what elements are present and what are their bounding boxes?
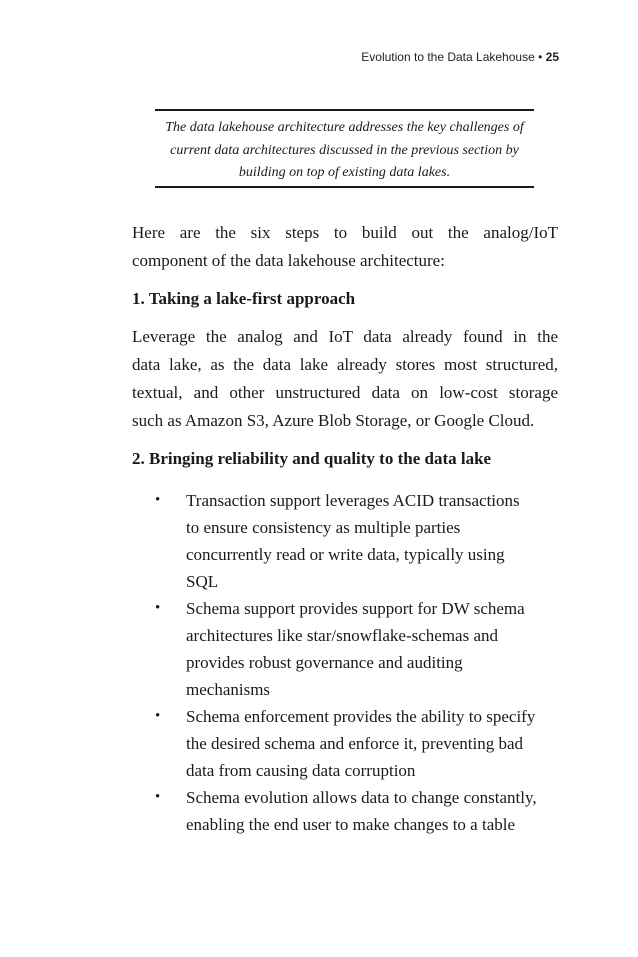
intro-paragraph bbox=[132, 219, 558, 275]
pull-quote bbox=[155, 109, 534, 188]
paragraph-line: such as Amazon S3, Azure Blob Storage, or Google Cloud. bbox=[132, 411, 535, 430]
pull-quote-line: The data lakehouse architecture addresses the key challenges of bbox=[165, 120, 524, 135]
running-title: Evolution to the Data Lakehouse bbox=[361, 50, 535, 64]
pull-quote-line: building on top of existing data lakes. bbox=[238, 165, 451, 180]
bullet-line: Transaction support leverages ACID transactions bbox=[186, 491, 520, 510]
section-1-paragraph bbox=[132, 323, 558, 435]
paragraph-line: Leverage the analog and IoT data already found in the bbox=[132, 327, 558, 346]
list-item bbox=[150, 703, 570, 784]
paragraph-line: component of the data lakehouse architecture: bbox=[132, 251, 445, 270]
bullet-line: Schema enforcement provides the ability to specify bbox=[186, 707, 536, 726]
list-item bbox=[150, 487, 570, 595]
bullet-line: the desired schema and enforce it, preventing bad bbox=[186, 734, 524, 753]
running-head bbox=[361, 50, 559, 64]
header-separator: • bbox=[538, 50, 543, 64]
list-item bbox=[150, 784, 570, 838]
paragraph-line: textual, and other unstructured data on low-cost storage bbox=[132, 383, 558, 402]
bullet-line: SQL bbox=[186, 572, 219, 591]
bullet-line: Schema evolution allows data to change constantly, bbox=[186, 788, 537, 807]
bullet-list bbox=[150, 487, 570, 838]
bullet-line: provides robust governance and auditing bbox=[186, 653, 463, 672]
bullet-icon: • bbox=[155, 789, 161, 805]
bullet-line: architectures like star/snowflake-schemas and bbox=[186, 626, 499, 645]
bullet-line: concurrently read or write data, typically using bbox=[186, 545, 505, 564]
section-heading-2: 2. Bringing reliability and quality to the data lake bbox=[132, 449, 492, 468]
bullet-line: Schema support provides support for DW schema bbox=[186, 599, 525, 618]
list-item bbox=[150, 595, 570, 703]
pull-quote-line: current data architectures discussed in the previous section by bbox=[170, 142, 519, 158]
bullet-icon: • bbox=[155, 492, 161, 508]
bullet-line: data from causing data corruption bbox=[186, 761, 416, 780]
bullet-line: to ensure consistency as multiple parties bbox=[186, 518, 461, 537]
bullet-icon: • bbox=[155, 600, 161, 616]
section-heading-1: 1. Taking a lake-first approach bbox=[132, 289, 356, 308]
bullet-line: mechanisms bbox=[186, 680, 271, 699]
bullet-icon: • bbox=[155, 708, 161, 724]
paragraph-line: data lake, as the data lake already stores most structured, bbox=[132, 355, 558, 374]
page-number: 25 bbox=[545, 50, 559, 64]
paragraph-line: Here are the six steps to build out the analog/IoT bbox=[132, 223, 558, 242]
bullet-line: enabling the end user to make changes to a table bbox=[186, 815, 516, 834]
